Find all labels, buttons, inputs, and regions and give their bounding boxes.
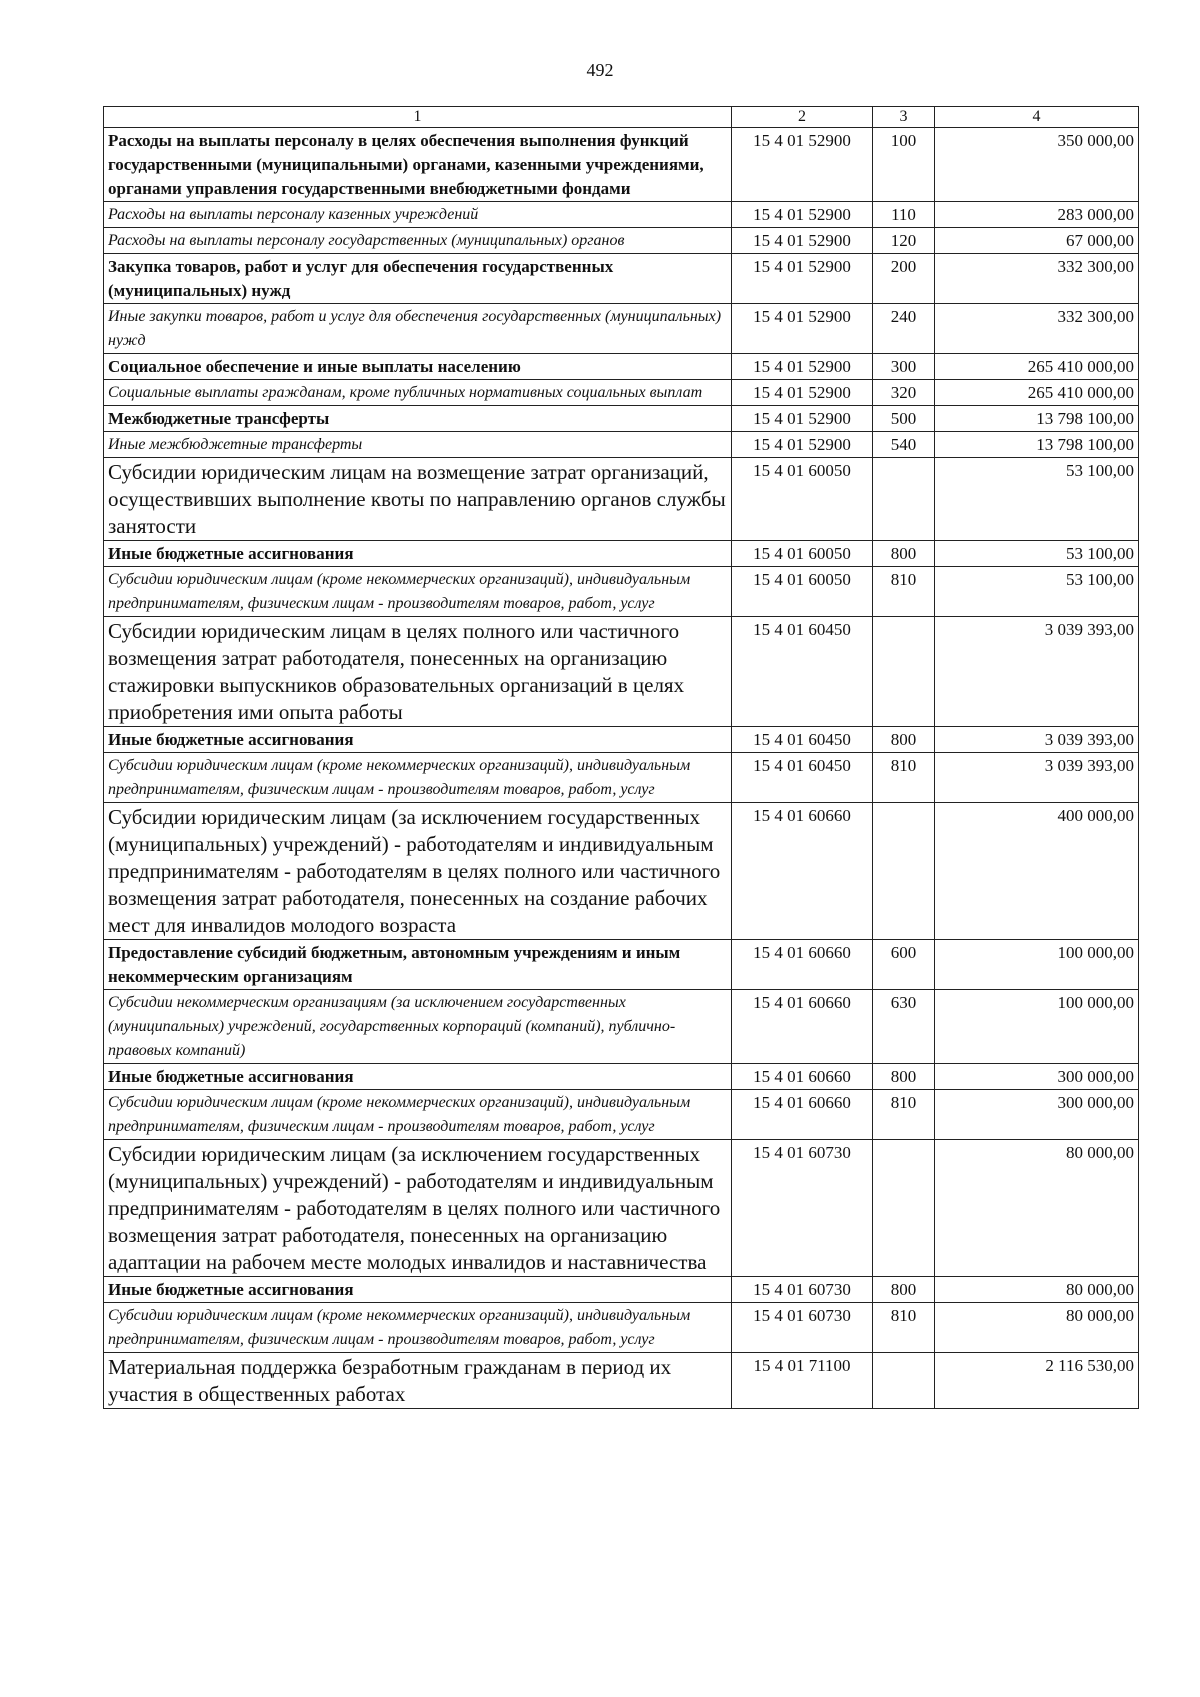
row-kind-cell: 320 [873, 380, 935, 406]
column-header-2: 2 [732, 107, 873, 128]
row-sum-cell: 67 000,00 [935, 228, 1139, 254]
column-header-1: 1 [104, 107, 732, 128]
row-name-cell: Иные закупки товаров, работ и услуг для обеспечения государственных (муниципальных) нужд [104, 304, 732, 354]
row-name-cell: Расходы на выплаты персоналу в целях обеспечения выполнения функций государственными (муниципальными) органами, казенными учреждениями, органами управления государственными внебюджетными фондами [104, 128, 732, 202]
row-kind-cell: 810 [873, 567, 935, 617]
row-sum-cell: 2 116 530,00 [935, 1353, 1139, 1409]
row-code-cell: 15 4 01 52900 [732, 406, 873, 432]
row-kind-cell: 800 [873, 1277, 935, 1303]
row-sum-cell: 53 100,00 [935, 567, 1139, 617]
row-code-cell: 15 4 01 60050 [732, 541, 873, 567]
row-code-cell: 15 4 01 52900 [732, 128, 873, 202]
row-kind-cell: 800 [873, 1064, 935, 1090]
row-sum-cell: 3 039 393,00 [935, 727, 1139, 753]
row-kind-cell [873, 617, 935, 727]
row-kind-cell [873, 458, 935, 541]
row-kind-cell: 810 [873, 753, 935, 803]
row-name-cell: Субсидии юридическим лицам в целях полного или частичного возмещения затрат работодателя, понесенных на организацию стажировки выпускников образовательных организаций в целях приобретения ими опыта работы [104, 617, 732, 727]
row-name-cell: Предоставление субсидий бюджетным, автономным учреждениям и иным некоммерческим организациям [104, 940, 732, 990]
row-sum-cell: 300 000,00 [935, 1090, 1139, 1140]
table-row [104, 617, 1139, 727]
row-kind-cell: 810 [873, 1303, 935, 1353]
row-name-cell: Расходы на выплаты персоналу казенных учреждений [104, 202, 732, 228]
table-row [104, 254, 1139, 304]
table-row [104, 432, 1139, 458]
row-kind-cell: 120 [873, 228, 935, 254]
table-row [104, 128, 1139, 202]
row-code-cell: 15 4 01 60050 [732, 567, 873, 617]
row-kind-cell: 500 [873, 406, 935, 432]
row-kind-cell [873, 1353, 935, 1409]
row-kind-cell: 110 [873, 202, 935, 228]
row-sum-cell: 13 798 100,00 [935, 432, 1139, 458]
table-header-row [104, 107, 1139, 128]
row-sum-cell: 332 300,00 [935, 254, 1139, 304]
row-name-cell: Субсидии юридическим лицам на возмещение затрат организаций, осуществивших выполнение квоты по направлению органов службы занятости [104, 458, 732, 541]
table-row [104, 228, 1139, 254]
row-name-cell: Иные бюджетные ассигнования [104, 1064, 732, 1090]
table-row [104, 380, 1139, 406]
row-sum-cell: 400 000,00 [935, 803, 1139, 940]
table-row [104, 727, 1139, 753]
row-name-cell: Субсидии юридическим лицам (кроме некоммерческих организаций), индивидуальным предпринимателям, физическим лицам - производителям товаров, работ, услуг [104, 753, 732, 803]
row-code-cell: 15 4 01 60450 [732, 753, 873, 803]
row-code-cell: 15 4 01 71100 [732, 1353, 873, 1409]
row-code-cell: 15 4 01 52900 [732, 432, 873, 458]
table-row [104, 1277, 1139, 1303]
row-name-cell: Межбюджетные трансферты [104, 406, 732, 432]
row-code-cell: 15 4 01 52900 [732, 354, 873, 380]
row-code-cell: 15 4 01 60660 [732, 990, 873, 1064]
row-kind-cell: 810 [873, 1090, 935, 1140]
row-sum-cell: 80 000,00 [935, 1277, 1139, 1303]
row-sum-cell: 80 000,00 [935, 1140, 1139, 1277]
row-sum-cell: 283 000,00 [935, 202, 1139, 228]
row-kind-cell: 300 [873, 354, 935, 380]
row-sum-cell: 300 000,00 [935, 1064, 1139, 1090]
row-code-cell: 15 4 01 60450 [732, 617, 873, 727]
row-sum-cell: 13 798 100,00 [935, 406, 1139, 432]
row-sum-cell: 100 000,00 [935, 940, 1139, 990]
table-row [104, 567, 1139, 617]
row-kind-cell: 630 [873, 990, 935, 1064]
row-kind-cell: 540 [873, 432, 935, 458]
row-code-cell: 15 4 01 52900 [732, 304, 873, 354]
table-body [104, 107, 1139, 1409]
column-header-3: 3 [873, 107, 935, 128]
row-name-cell: Расходы на выплаты персоналу государственных (муниципальных) органов [104, 228, 732, 254]
column-header-4: 4 [935, 107, 1139, 128]
row-name-cell: Материальная поддержка безработным гражданам в период их участия в общественных работах [104, 1353, 732, 1409]
table-row [104, 354, 1139, 380]
row-kind-cell: 200 [873, 254, 935, 304]
row-name-cell: Иные бюджетные ассигнования [104, 1277, 732, 1303]
row-sum-cell: 350 000,00 [935, 128, 1139, 202]
table-row [104, 406, 1139, 432]
row-code-cell: 15 4 01 60730 [732, 1277, 873, 1303]
row-code-cell: 15 4 01 52900 [732, 380, 873, 406]
row-name-cell: Субсидии некоммерческим организациям (за исключением государственных (муниципальных) учреждений, государственных корпораций (компаний), публично-правовых компаний) [104, 990, 732, 1064]
row-kind-cell: 800 [873, 727, 935, 753]
row-name-cell: Субсидии юридическим лицам (кроме некоммерческих организаций), индивидуальным предпринимателям, физическим лицам - производителям товаров, работ, услуг [104, 567, 732, 617]
row-code-cell: 15 4 01 60730 [732, 1140, 873, 1277]
table-row [104, 753, 1139, 803]
table-row [104, 1064, 1139, 1090]
row-code-cell: 15 4 01 60660 [732, 803, 873, 940]
table-row [104, 990, 1139, 1064]
row-kind-cell: 800 [873, 541, 935, 567]
row-code-cell: 15 4 01 52900 [732, 202, 873, 228]
row-name-cell: Иные бюджетные ассигнования [104, 541, 732, 567]
row-sum-cell: 3 039 393,00 [935, 617, 1139, 727]
row-name-cell: Субсидии юридическим лицам (кроме некоммерческих организаций), индивидуальным предпринимателям, физическим лицам - производителям товаров, работ, услуг [104, 1303, 732, 1353]
row-code-cell: 15 4 01 60660 [732, 1064, 873, 1090]
row-sum-cell: 265 410 000,00 [935, 354, 1139, 380]
table-row [104, 803, 1139, 940]
row-name-cell: Иные бюджетные ассигнования [104, 727, 732, 753]
row-code-cell: 15 4 01 60660 [732, 940, 873, 990]
row-name-cell: Закупка товаров, работ и услуг для обеспечения государственных (муниципальных) нужд [104, 254, 732, 304]
page-number: 492 [586, 60, 614, 80]
row-code-cell: 15 4 01 60660 [732, 1090, 873, 1140]
table-row [104, 1090, 1139, 1140]
row-sum-cell: 53 100,00 [935, 458, 1139, 541]
row-sum-cell: 3 039 393,00 [935, 753, 1139, 803]
row-sum-cell: 265 410 000,00 [935, 380, 1139, 406]
row-sum-cell: 80 000,00 [935, 1303, 1139, 1353]
row-sum-cell: 332 300,00 [935, 304, 1139, 354]
row-kind-cell: 100 [873, 128, 935, 202]
row-name-cell: Субсидии юридическим лицам (за исключением государственных (муниципальных) учреждений) - работодателям и индивидуальным предпринимателям - работодателям в целях полного или частичного возмещения затрат работодателя, понесенных на создание рабочих мест для инвалидов молодого возраста [104, 803, 732, 940]
row-kind-cell [873, 803, 935, 940]
table-row [104, 1303, 1139, 1353]
table-row [104, 304, 1139, 354]
row-code-cell: 15 4 01 60730 [732, 1303, 873, 1353]
row-code-cell: 15 4 01 52900 [732, 254, 873, 304]
table-row [104, 458, 1139, 541]
row-code-cell: 15 4 01 60050 [732, 458, 873, 541]
row-name-cell: Социальное обеспечение и иные выплаты населению [104, 354, 732, 380]
row-sum-cell: 53 100,00 [935, 541, 1139, 567]
row-name-cell: Иные межбюджетные трансферты [104, 432, 732, 458]
table-row [104, 202, 1139, 228]
table-row [104, 1353, 1139, 1409]
row-code-cell: 15 4 01 60450 [732, 727, 873, 753]
row-name-cell: Субсидии юридическим лицам (кроме некоммерческих организаций), индивидуальным предпринимателям, физическим лицам - производителям товаров, работ, услуг [104, 1090, 732, 1140]
row-kind-cell: 240 [873, 304, 935, 354]
row-code-cell: 15 4 01 52900 [732, 228, 873, 254]
row-kind-cell [873, 1140, 935, 1277]
row-name-cell: Субсидии юридическим лицам (за исключением государственных (муниципальных) учреждений) - работодателям и индивидуальным предпринимателям - работодателям в целях полного или частичного возмещения затрат работодателя, понесенных на организацию адаптации на рабочем месте молодых инвалидов и наставничества [104, 1140, 732, 1277]
row-name-cell: Социальные выплаты гражданам, кроме публичных нормативных социальных выплат [104, 380, 732, 406]
row-sum-cell: 100 000,00 [935, 990, 1139, 1064]
row-kind-cell: 600 [873, 940, 935, 990]
budget-table [103, 106, 1139, 1409]
table-row [104, 1140, 1139, 1277]
table-row [104, 940, 1139, 990]
table-row [104, 541, 1139, 567]
